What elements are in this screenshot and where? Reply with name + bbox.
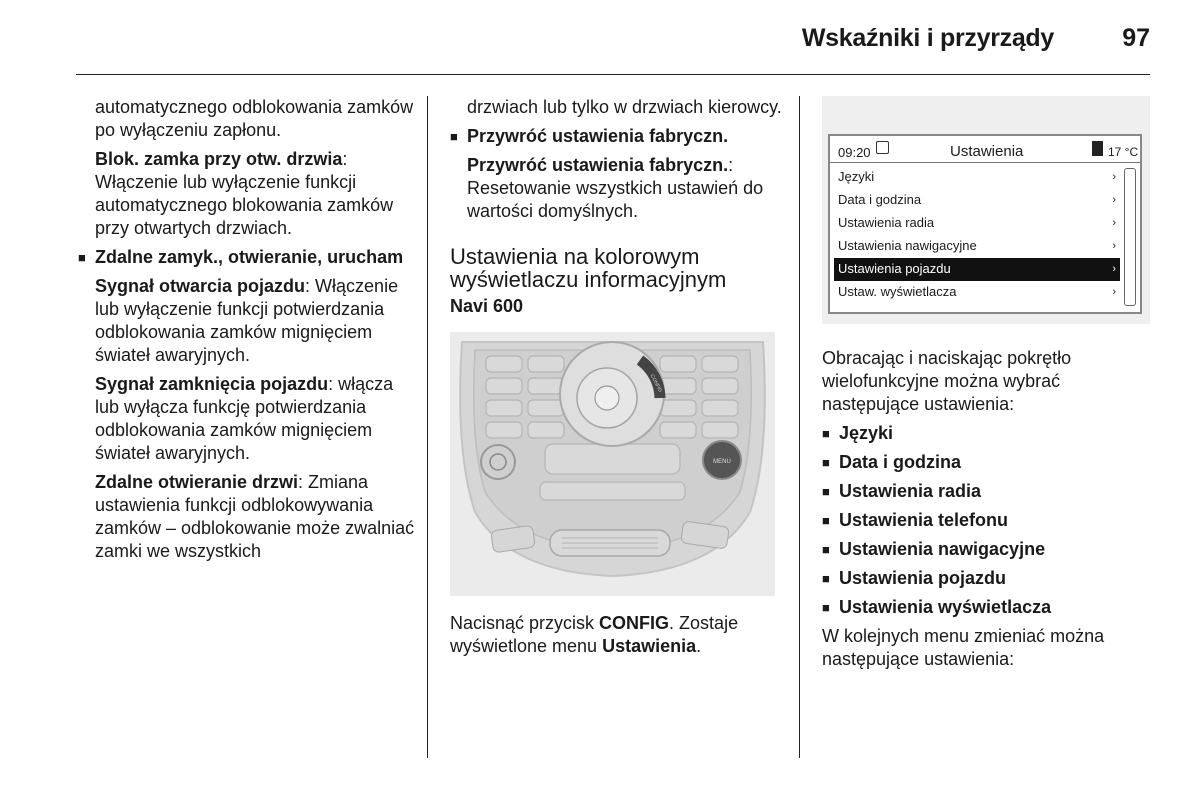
setting-label: Sygnał otwarcia pojazdu (95, 276, 306, 296)
paragraph: Obracając i naciskając pokrętło wielofunkcyjne można wybrać następujące ustawienia: (822, 348, 1072, 414)
bullet-item (822, 596, 1152, 619)
screen-menu-item (834, 235, 1120, 258)
bullet-square-icon: ■ (822, 484, 830, 499)
bullet-square-icon: ■ (822, 571, 830, 586)
section-heading: Ustawienia na kolorowym wyświetlaczu informacyjnym (450, 244, 727, 292)
page-number: 97 (1122, 24, 1150, 52)
bullet-text: Zdalne zamyk., otwieranie, urucham (95, 247, 404, 267)
setting-label: Przywróć ustawienia fabryczn. (467, 155, 729, 175)
setting-label: Zdalne otwieranie drzwi (95, 472, 299, 492)
bullet-square-icon: ■ (822, 455, 830, 470)
column-2 (450, 96, 785, 664)
bullet-text: Języki (839, 423, 894, 443)
chevron-right-icon: › (1112, 263, 1116, 275)
setting-label: Blok. zamka przy otw. drzwia (95, 149, 343, 169)
control-panel-photo (450, 332, 775, 596)
screen-menu-item-label: Ustawienia pojazdu (838, 261, 951, 276)
screen-clock: 09:20 (838, 145, 871, 160)
screen-menu-item (834, 212, 1120, 235)
settings-screen-figure (822, 96, 1150, 324)
chevron-right-icon: › (1112, 171, 1116, 183)
screen-menu-item (834, 166, 1120, 189)
bullet-square-icon: ■ (822, 513, 830, 528)
screen-menu-item-label: Ustawienia nawigacyjne (838, 238, 977, 253)
bullet-text: Ustawienia telefonu (839, 510, 1009, 530)
screen-menu-item-label: Języki (838, 169, 875, 184)
clock-icon (876, 141, 889, 154)
screen-menu-item-label: Ustawienia radia (838, 215, 935, 230)
setting-text: : włącza lub wyłącza funkcję potwierdzania odblokowania zamków mignięciem świateł awaryjnych. (95, 374, 394, 463)
page-header-title: Wskaźniki i przyrządy (801, 24, 1054, 52)
bullet-text: Data i godzina (839, 452, 962, 472)
chevron-right-icon: › (1112, 194, 1116, 206)
settings-bullet-list (822, 422, 1152, 619)
bullet-square-icon: ■ (822, 426, 830, 441)
header-rule (76, 74, 1150, 75)
bullet-text: Przywróć ustawienia fabryczn. (467, 126, 729, 146)
paragraph: W kolejnych menu zmieniać można następujące ustawienia: (822, 626, 1105, 669)
bullet-item (822, 567, 1152, 590)
bullet-text: Ustawienia radia (839, 481, 982, 501)
screen-menu-item (834, 281, 1120, 304)
screen-menu-item-label: Data i godzina (838, 192, 922, 207)
control-panel-illustration (450, 332, 775, 596)
paragraph: automatycznego odblokowania zamków po wyłączeniu zapłonu. (95, 97, 414, 140)
text: . Zostaje wyświetlone menu (450, 613, 739, 656)
text: . (696, 636, 702, 656)
bullet-item (822, 451, 1152, 474)
bullet-text: Ustawienia pojazdu (839, 568, 1007, 588)
bullet-item (78, 246, 418, 269)
bullet-square-icon: ■ (822, 600, 830, 615)
bullet-text: Ustawienia wyświetlacza (839, 597, 1052, 617)
bullet-square-icon: ■ (450, 129, 458, 144)
bullet-item (822, 480, 1152, 503)
settings-screen (828, 134, 1142, 314)
setting-description (78, 275, 418, 367)
setting-description (78, 373, 418, 465)
screen-menu-item (834, 189, 1120, 212)
screen-title: Ustawienia (950, 143, 1024, 160)
text: Nacisnąć przycisk (450, 613, 600, 633)
screen-temperature: 17 °C (1108, 145, 1139, 159)
setting-text: : Włączenie lub wyłączenie funkcji potwierdzania odblokowania zamków mignięciem świateł awaryjnych. (95, 276, 399, 365)
column-1 (78, 96, 418, 569)
bullet-item (450, 125, 785, 148)
bullet-square-icon: ■ (822, 542, 830, 557)
bullet-item (822, 422, 1152, 445)
screen-status-bar (830, 136, 1140, 163)
door-icon (1092, 141, 1103, 156)
bullet-text: Ustawienia nawigacyjne (839, 539, 1046, 559)
screen-menu-item-label: Ustaw. wyświetlacza (838, 284, 957, 299)
setting-text: : Resetowanie wszystkich ustawień do wartości domyślnych. (467, 155, 764, 221)
chevron-right-icon: › (1112, 286, 1116, 298)
bullet-square-icon: ■ (78, 250, 86, 265)
bullet-item (822, 509, 1152, 532)
setting-text: : Włączenie lub wyłączenie funkcji automatycznego blokowania zamków przy otwartych drzwiach. (95, 149, 394, 238)
chevron-right-icon: › (1112, 240, 1116, 252)
instruction-paragraph (450, 612, 785, 658)
config-term: CONFIG (599, 613, 670, 633)
menu-term: Ustawienia (602, 636, 697, 656)
bullet-item (822, 538, 1152, 561)
setting-description (78, 148, 418, 240)
column-3 (822, 96, 1152, 677)
section-subheading: Navi 600 (450, 296, 524, 316)
column-divider-2 (799, 96, 800, 758)
menu-button-label: MENU (713, 459, 731, 465)
screen-menu-item (834, 258, 1120, 281)
setting-description (78, 471, 418, 563)
setting-description (450, 154, 785, 223)
config-button-label: CONFIG (648, 373, 664, 394)
setting-label: Sygnał zamknięcia pojazdu (95, 374, 329, 394)
chevron-right-icon: › (1112, 217, 1116, 229)
column-divider-1 (427, 96, 428, 758)
paragraph: drzwiach lub tylko w drzwiach kierowcy. (467, 97, 782, 117)
setting-text: : Zmiana ustawienia funkcji odblokowywania zamków – odblokowanie może zwalniać zamki we wszystkich (95, 472, 415, 561)
screen-scrollbar (1124, 168, 1136, 306)
